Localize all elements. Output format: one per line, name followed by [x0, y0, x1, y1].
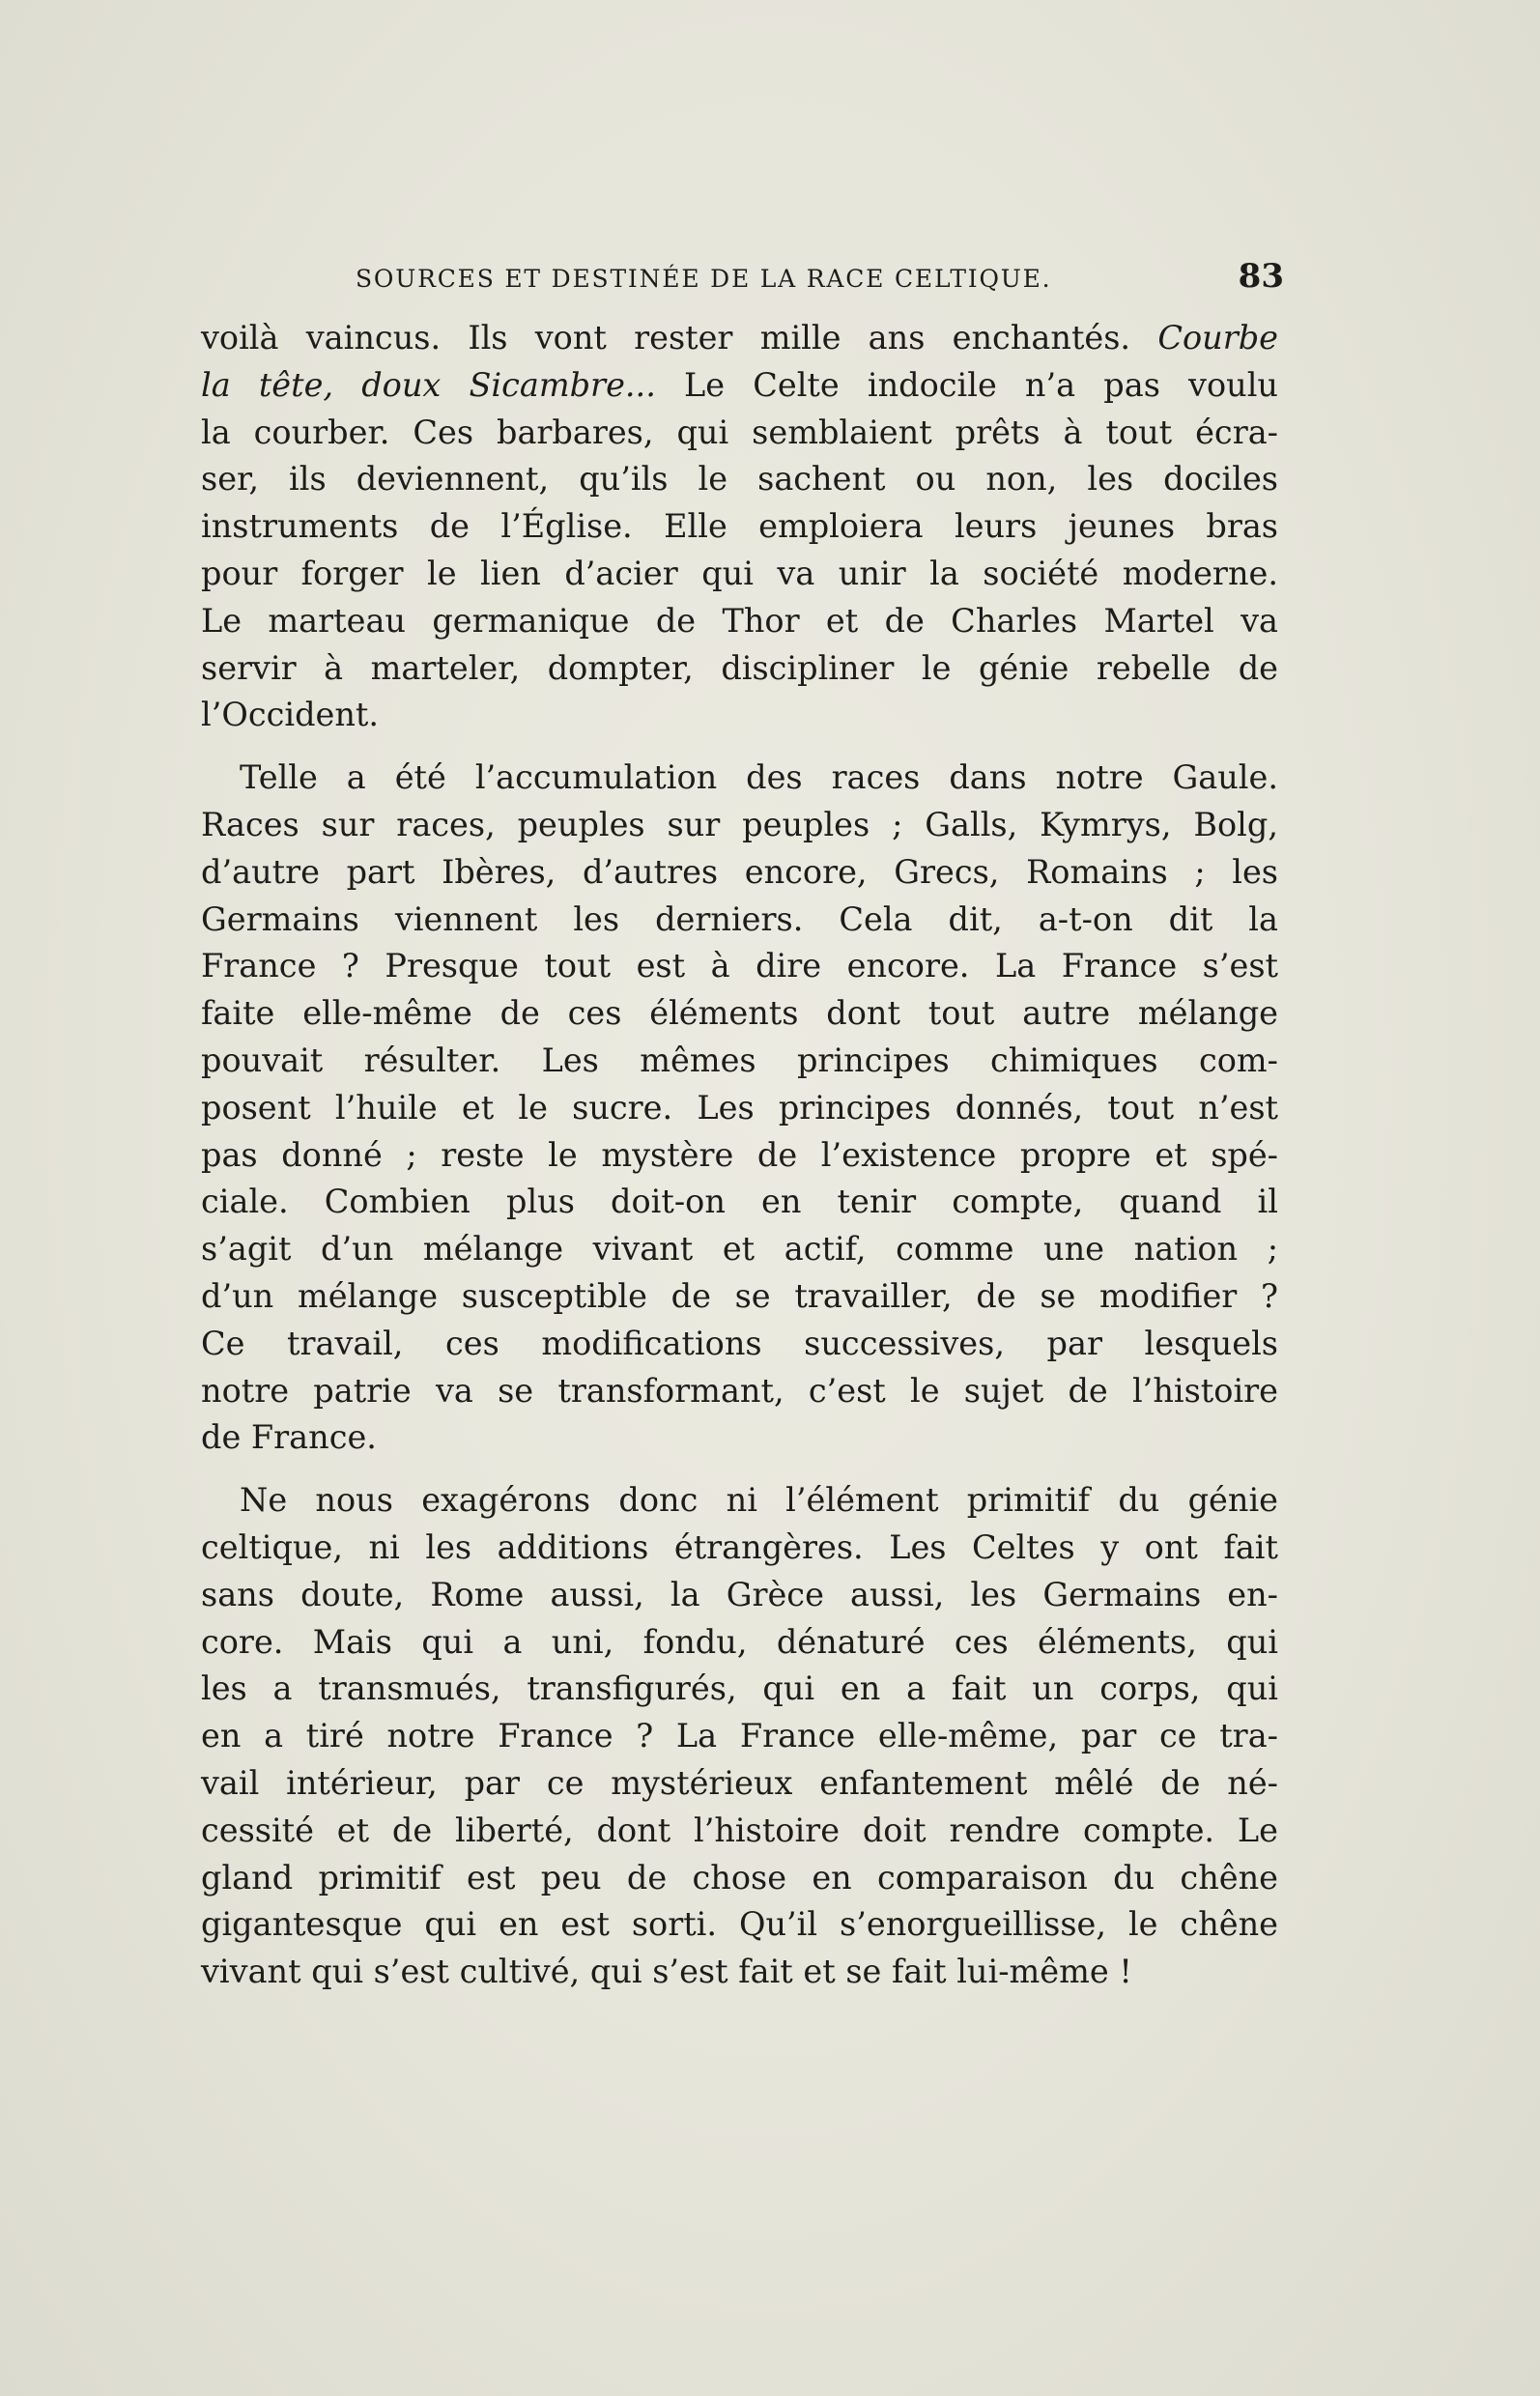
text-line	[201, 456, 1278, 503]
text-line	[201, 503, 1278, 551]
text-segment: Le Celte indocile n’a pas voulu	[655, 365, 1278, 404]
text-segment: Telle a été l’accumulation des races dans notre Gaule.	[240, 758, 1278, 797]
text-segment: servir à marteler, dompter, discipliner le génie rebelle de	[201, 648, 1278, 687]
text-segment: en a tiré notre France ? La France elle-même, par ce tra-	[201, 1717, 1278, 1755]
text-block	[201, 253, 1284, 1996]
text-segment: gigantesque qui en est sorti. Qu’il s’enorgueillisse, le chêne	[201, 1905, 1278, 1944]
text-line	[201, 1713, 1278, 1760]
text-segment: sans doute, Rome aussi, la Grèce aussi, les Germains en-	[201, 1575, 1278, 1613]
text-line	[201, 990, 1278, 1038]
text-segment: Germains viennent les derniers. Cela dit, a-t-on dit la	[201, 899, 1278, 938]
italic-text: la tête, doux Sicambre...	[201, 365, 656, 404]
paragraph	[201, 1477, 1278, 1996]
text-segment: de France.	[201, 1418, 377, 1457]
text-segment: vivant qui s’est cultivé, qui s’est fait et se fait lui-même !	[201, 1953, 1132, 1991]
text-line	[201, 362, 1278, 410]
text-segment: s’agit d’un mélange vivant et actif, comme une nation ;	[201, 1230, 1278, 1269]
text-line	[201, 692, 1278, 739]
text-line	[201, 1226, 1278, 1273]
text-segment: instruments de l’Église. Elle emploiera leurs jeunes bras	[201, 507, 1278, 546]
text-line	[201, 410, 1278, 457]
text-line	[201, 315, 1278, 362]
text-segment: pas donné ; reste le mystère de l’existence propre et spé-	[201, 1135, 1278, 1174]
text-segment: core. Mais qui a uni, fondu, dénaturé ces éléments, qui	[201, 1622, 1278, 1661]
text-line	[201, 943, 1278, 990]
text-line	[201, 551, 1278, 598]
text-line	[201, 849, 1278, 897]
text-line	[201, 802, 1278, 849]
text-line	[201, 1855, 1278, 1902]
text-segment: d’un mélange susceptible de se travailler, de se modifier ?	[201, 1276, 1278, 1315]
page-number: 83	[1238, 257, 1284, 296]
text-segment: Races sur races, peuples sur peuples ; Galls, Kymrys, Bolg,	[201, 805, 1278, 843]
text-segment: ciale. Combien plus doit-on en tenir compte, quand il	[201, 1183, 1278, 1221]
text-line	[201, 1038, 1278, 1085]
text-line	[201, 1477, 1278, 1525]
text-line	[201, 1949, 1278, 1996]
paragraph	[201, 315, 1278, 739]
text-line	[201, 1414, 1278, 1462]
text-segment: gland primitif est peu de chose en comparaison du chêne	[201, 1858, 1278, 1897]
text-line	[201, 645, 1278, 693]
running-title: SOURCES ET DESTINÉE DE LA RACE CELTIQUE.	[356, 265, 1052, 293]
text-line	[201, 897, 1278, 944]
text-line	[201, 755, 1278, 802]
text-line	[201, 1179, 1278, 1226]
text-line	[201, 1368, 1278, 1415]
text-line	[201, 1085, 1278, 1132]
text-segment: vail intérieur, par ce mystérieux enfantement mêlé de né-	[201, 1763, 1278, 1802]
text-line	[201, 1901, 1278, 1949]
text-segment: Ce travail, ces modifications successives, par lesquels	[201, 1324, 1278, 1362]
text-segment: notre patrie va se transformant, c’est le sujet de l’histoire	[201, 1371, 1278, 1410]
text-line	[201, 1808, 1278, 1855]
paragraph	[201, 755, 1278, 1462]
body-text	[201, 315, 1278, 1996]
text-line	[201, 1525, 1278, 1572]
text-segment: voilà vaincus. Ils vont rester mille ans enchantés.	[201, 319, 1158, 357]
text-segment: d’autre part Ibères, d’autres encore, Grecs, Romains ; les	[201, 852, 1278, 891]
paragraph-gap	[201, 739, 1278, 755]
italic-text: Courbe	[1157, 319, 1278, 357]
text-segment: les a transmués, transfigurés, qui en a fait un corps, qui	[201, 1669, 1278, 1708]
running-head	[201, 253, 1284, 315]
text-segment: pour forger le lien d’acier qui va unir la société moderne.	[201, 554, 1278, 592]
text-segment: la courber. Ces barbares, qui semblaient prêts à tout écra-	[201, 413, 1278, 451]
text-segment: pouvait résulter. Les mêmes principes chimiques com-	[201, 1041, 1278, 1079]
text-line	[201, 1666, 1278, 1713]
text-segment: celtique, ni les additions étrangères. Les Celtes y ont fait	[201, 1527, 1278, 1566]
text-segment: France ? Presque tout est à dire encore. La France s’est	[201, 947, 1278, 985]
text-line	[201, 1273, 1278, 1321]
paragraph-gap	[201, 1462, 1278, 1477]
text-line	[201, 1760, 1278, 1808]
text-segment: Ne nous exagérons donc ni l’élément primitif du génie	[240, 1481, 1278, 1520]
text-segment: Le marteau germanique de Thor et de Charles Martel va	[201, 601, 1278, 640]
text-line	[201, 1572, 1278, 1619]
text-segment: posent l’huile et le sucre. Les principes donnés, tout n’est	[201, 1088, 1278, 1127]
text-segment: l’Occident.	[201, 696, 380, 734]
text-segment: cessité et de liberté, dont l’histoire doit rendre compte. Le	[201, 1811, 1278, 1849]
text-line	[201, 1132, 1278, 1180]
text-line	[201, 598, 1278, 645]
text-segment: ser, ils deviennent, qu’ils le sachent ou non, les dociles	[201, 460, 1278, 499]
text-line	[201, 1619, 1278, 1667]
text-segment: faite elle-même de ces éléments dont tout autre mélange	[201, 994, 1278, 1033]
text-line	[201, 1321, 1278, 1368]
